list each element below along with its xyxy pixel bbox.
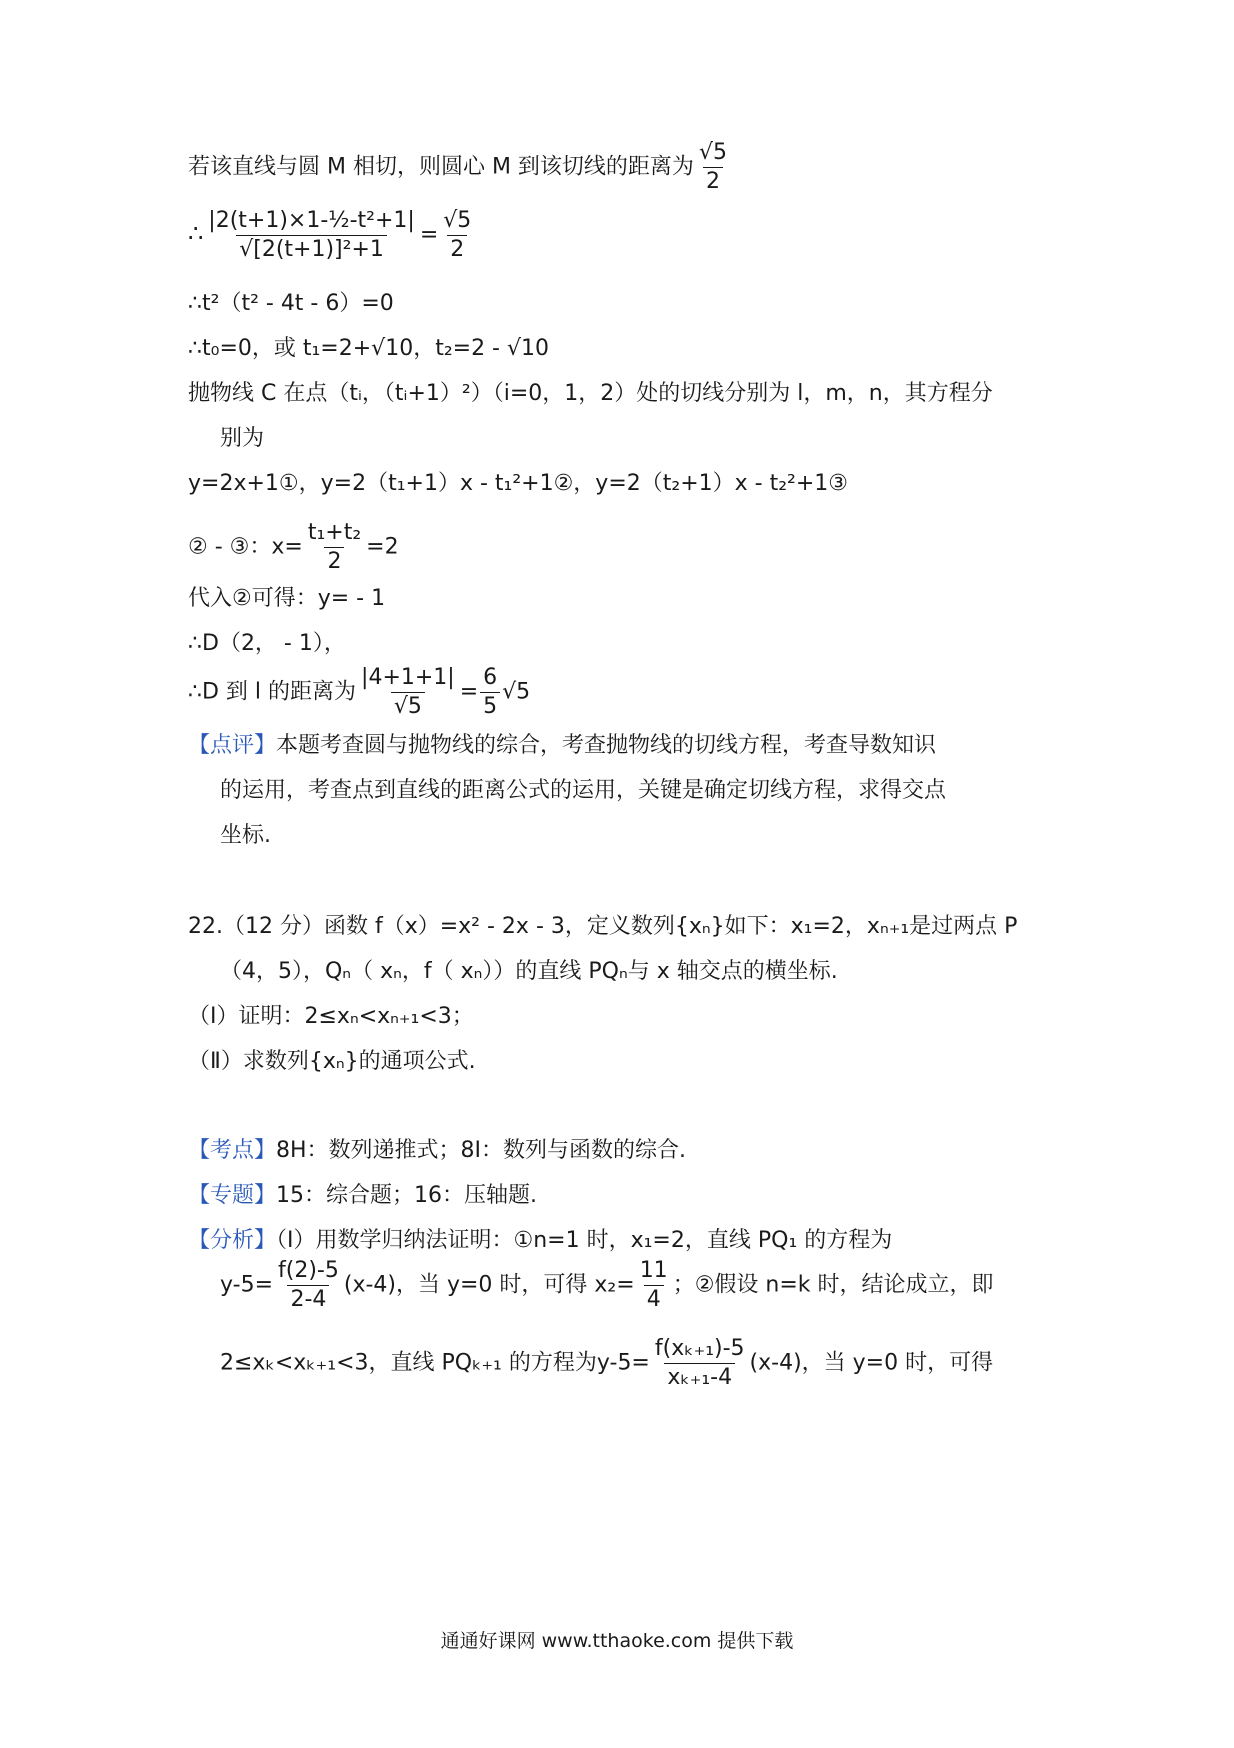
denominator: √[2(t+1)]²+1 — [236, 235, 387, 261]
text-segment: 若该直线与圆 M 相切，则圆心 M 到该切线的距离为 — [188, 154, 694, 180]
comment-tag: 【点评】 — [188, 733, 277, 758]
text-segment: ；②假设 n=k 时，结论成立，即 — [672, 1272, 994, 1298]
fraction — [696, 142, 730, 193]
text-segment: √5 — [502, 679, 531, 705]
numerator: 6 — [483, 665, 498, 690]
equation-line — [220, 1338, 993, 1389]
fenxi-line — [188, 1230, 892, 1252]
fraction — [305, 522, 364, 573]
text-line: 抛物线 C 在点（tᵢ，（tᵢ+1）²）（i=0，1，2）处的切线分别为 l，m，n，其方程分 — [188, 381, 993, 406]
text-line: ∴t²（t² - 4t - 6）=0 — [188, 291, 394, 316]
denominator: √5 — [391, 692, 425, 718]
text-line: ∴D（2， - 1）， — [188, 631, 346, 656]
text-segment: y-5= — [220, 1272, 274, 1298]
fenxi-tag: 【分析】 — [188, 1228, 277, 1253]
text-segment: (x-4)，当 y=0 时，可得 x₂= — [343, 1272, 635, 1298]
numerator: t₁+t₂ — [307, 520, 362, 545]
equals: = — [459, 679, 479, 705]
text-segment: 本题考查圆与抛物线的综合，考查抛物线的切线方程，考查导数知识 — [276, 733, 937, 758]
comment-line — [188, 735, 936, 757]
problem-part: （Ⅰ）证明：2≤xₙ<xₙ₊₁<3； — [188, 1004, 474, 1029]
text-segment: 15：综合题；16：压轴题. — [276, 1183, 537, 1208]
equation-line — [220, 1260, 994, 1311]
numerator: √5 — [443, 208, 472, 233]
equals: = — [419, 222, 439, 248]
denominator: xₖ₊₁-4 — [664, 1363, 735, 1389]
fraction — [480, 667, 500, 718]
numerator: 11 — [639, 1258, 668, 1283]
equation-line — [188, 667, 530, 718]
fraction — [652, 1338, 748, 1389]
problem-part: （Ⅱ）求数列{xₙ}的通项公式. — [188, 1049, 476, 1074]
text-line: 的运用，考查点到直线的距离公式的运用，关键是确定切线方程，求得交点 — [220, 778, 947, 803]
zhuanti-line — [188, 1185, 537, 1207]
therefore-symbol: ∴ — [188, 219, 204, 248]
numerator: √5 — [698, 140, 727, 165]
numerator: |4+1+1| — [361, 665, 455, 690]
page-footer: 通通好课网 www.tthaoke.com 提供下载 — [440, 1630, 794, 1652]
denominator: 2-4 — [287, 1285, 329, 1311]
text-segment: (x-4)，当 y=0 时，可得 — [749, 1350, 994, 1376]
kaodian-line — [188, 1140, 686, 1162]
numerator: f(2)-5 — [278, 1258, 339, 1283]
text-line: ∴t₀=0，或 t₁=2+√10，t₂=2 - √10 — [188, 336, 550, 361]
denominator: 2 — [447, 235, 467, 261]
text-line: 坐标. — [220, 823, 271, 848]
fraction — [358, 667, 458, 718]
text-segment: ∴D 到 l 的距离为 — [188, 679, 357, 705]
fraction — [205, 210, 418, 261]
numerator: |2(t+1)×1-½-t²+1| — [208, 208, 415, 233]
text-segment: =2 — [366, 534, 399, 560]
text-line: 代入②可得：y= - 1 — [188, 586, 386, 611]
text-line: 别为 — [220, 426, 265, 451]
kaodian-tag: 【考点】 — [188, 1138, 277, 1163]
fraction — [440, 210, 474, 261]
text-line — [188, 142, 732, 193]
problem-line: 22.（12 分）函数 f（x）=x² - 2x - 3，定义数列{xₙ}如下：x₁=2，xₙ₊₁是过两点 P — [188, 914, 1018, 939]
text-segment: 8H：数列递推式；8I：数列与函数的综合. — [276, 1138, 687, 1163]
denominator: 2 — [324, 547, 344, 573]
zhuanti-tag: 【专题】 — [188, 1183, 277, 1208]
denominator: 2 — [703, 167, 723, 193]
problem-line: （4，5），Qₙ（ xₙ，f（ xₙ））的直线 PQₙ与 x 轴交点的横坐标. — [220, 959, 838, 984]
text-segment: 2≤xₖ<xₖ₊₁<3，直线 PQₖ₊₁ 的方程为y-5= — [220, 1350, 650, 1376]
fraction — [275, 1260, 342, 1311]
denominator: 4 — [644, 1285, 664, 1311]
text-segment: （Ⅰ）用数学归纳法证明：①n=1 时，x₁=2，直线 PQ₁ 的方程为 — [276, 1228, 893, 1253]
equation-line — [188, 522, 399, 573]
text-segment: ② - ③：x= — [188, 534, 303, 560]
denominator: 5 — [480, 692, 500, 718]
numerator: f(xₖ₊₁)-5 — [654, 1336, 745, 1361]
fraction — [637, 1260, 671, 1311]
equation-line — [188, 210, 476, 261]
text-line: y=2x+1①，y=2（t₁+1）x - t₁²+1②，y=2（t₂+1）x - t₂²+1③ — [188, 471, 849, 496]
